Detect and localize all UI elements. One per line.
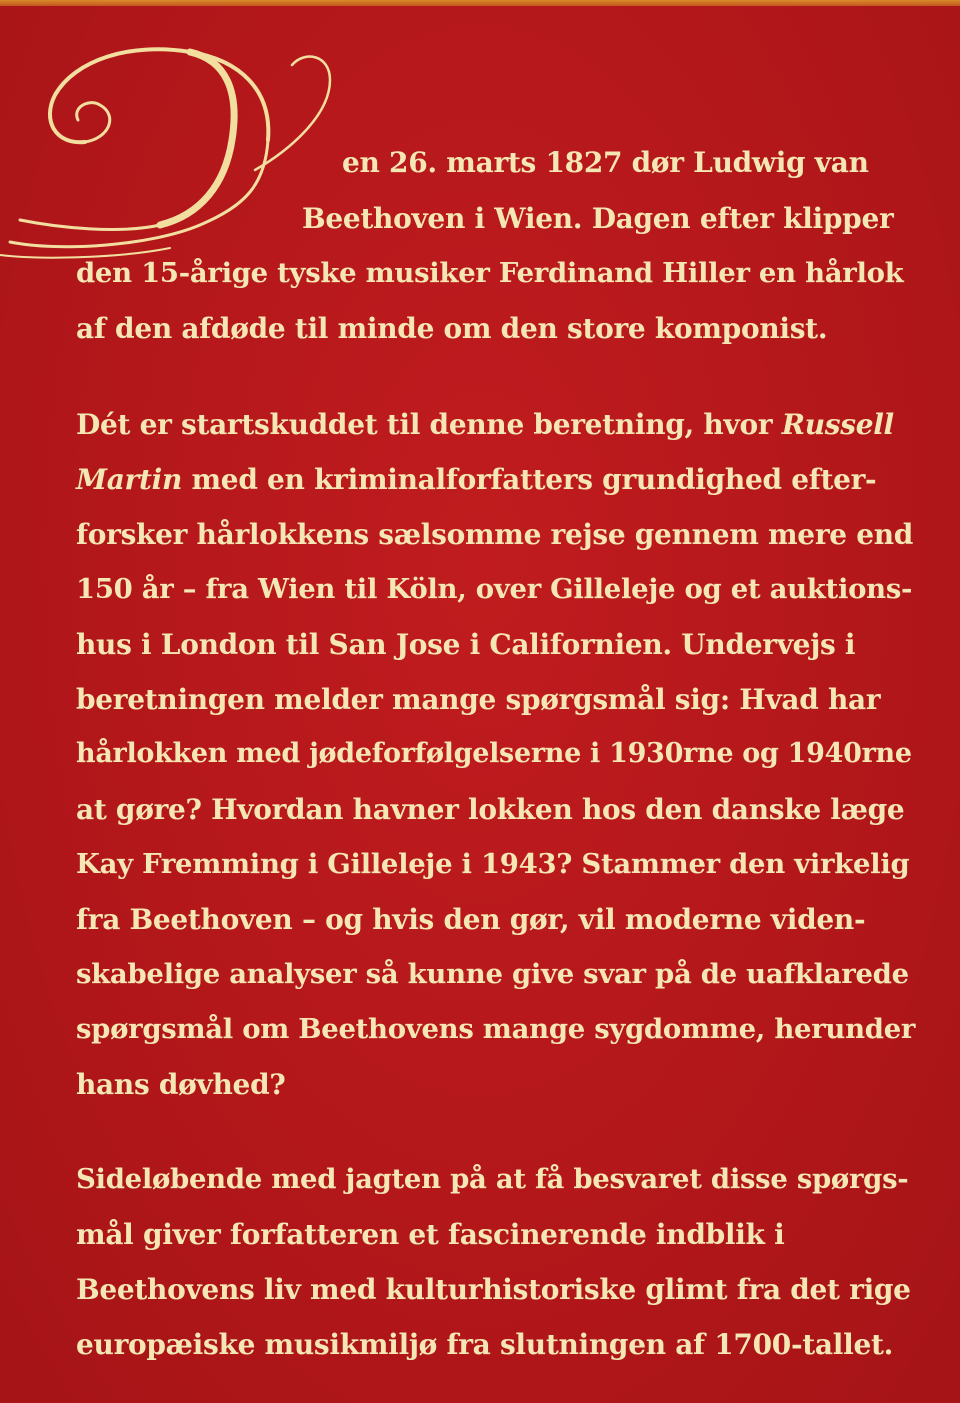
p2-line-4: 150 år – fra Wien til Köln, over Gilleleje og et auktions- [76, 573, 913, 605]
p2-line-1-text: Dét er startskuddet til denne beretning, hvor [76, 408, 782, 441]
p2-line-1 [76, 408, 894, 441]
p3-line-2: mål giver forfatteren et fascinerende indblik i [76, 1218, 785, 1251]
p2-line-6: beretningen melder mange spørgsmål sig: Hvad har [76, 683, 881, 716]
p1-line-1: en 26. marts 1827 dør Ludwig van [342, 146, 869, 179]
p1-line-4: af den afdøde til minde om den store komponist. [76, 312, 828, 345]
p2-line-13: hans døvhed? [76, 1068, 286, 1101]
p1-line-2: Beethoven i Wien. Dagen efter klipper [302, 202, 894, 235]
p2-line-7: hårlokken med jødeforfølgelserne i 1930rne og 1940rne [76, 738, 912, 769]
p2-line-11: skabelige analyser så kunne give svar på de uafklarede [76, 958, 909, 990]
p2-line-2 [76, 463, 876, 496]
p2-line-2-text: med en kriminalforfatters grundighed efter- [182, 463, 877, 496]
p2-line-10: fra Beethoven – og hvis den gør, vil moderne viden- [76, 903, 866, 936]
author-last-name: Martin [76, 463, 183, 496]
p2-line-3: forsker hårlokkens sælsomme rejse gennem mere end [76, 518, 914, 551]
author-first-name: Russell [781, 408, 894, 441]
p3-line-1: Sideløbende med jagten på at få besvaret disse spørgs- [76, 1163, 909, 1195]
top-border [0, 0, 960, 6]
p3-line-4: europæiske musikmiljø fra slutningen af 1700-tallet. [76, 1328, 894, 1361]
p1-line-3: den 15-årige tyske musiker Ferdinand Hiller en hårlok [76, 257, 904, 289]
p2-line-9: Kay Fremming i Gilleleje i 1943? Stammer den virkelig [76, 848, 910, 880]
p2-line-12: spørgsmål om Beethovens mange sygdomme, herunder [76, 1013, 916, 1045]
p2-line-5: hus i London til San Jose i Californien. Undervejs i [76, 628, 856, 661]
p2-line-8: at gøre? Hvordan havner lokken hos den danske læge [76, 793, 905, 826]
p3-line-3: Beethovens liv med kulturhistoriske glimt fra det rige [76, 1273, 911, 1306]
drop-cap-flourish-d [0, 20, 340, 260]
